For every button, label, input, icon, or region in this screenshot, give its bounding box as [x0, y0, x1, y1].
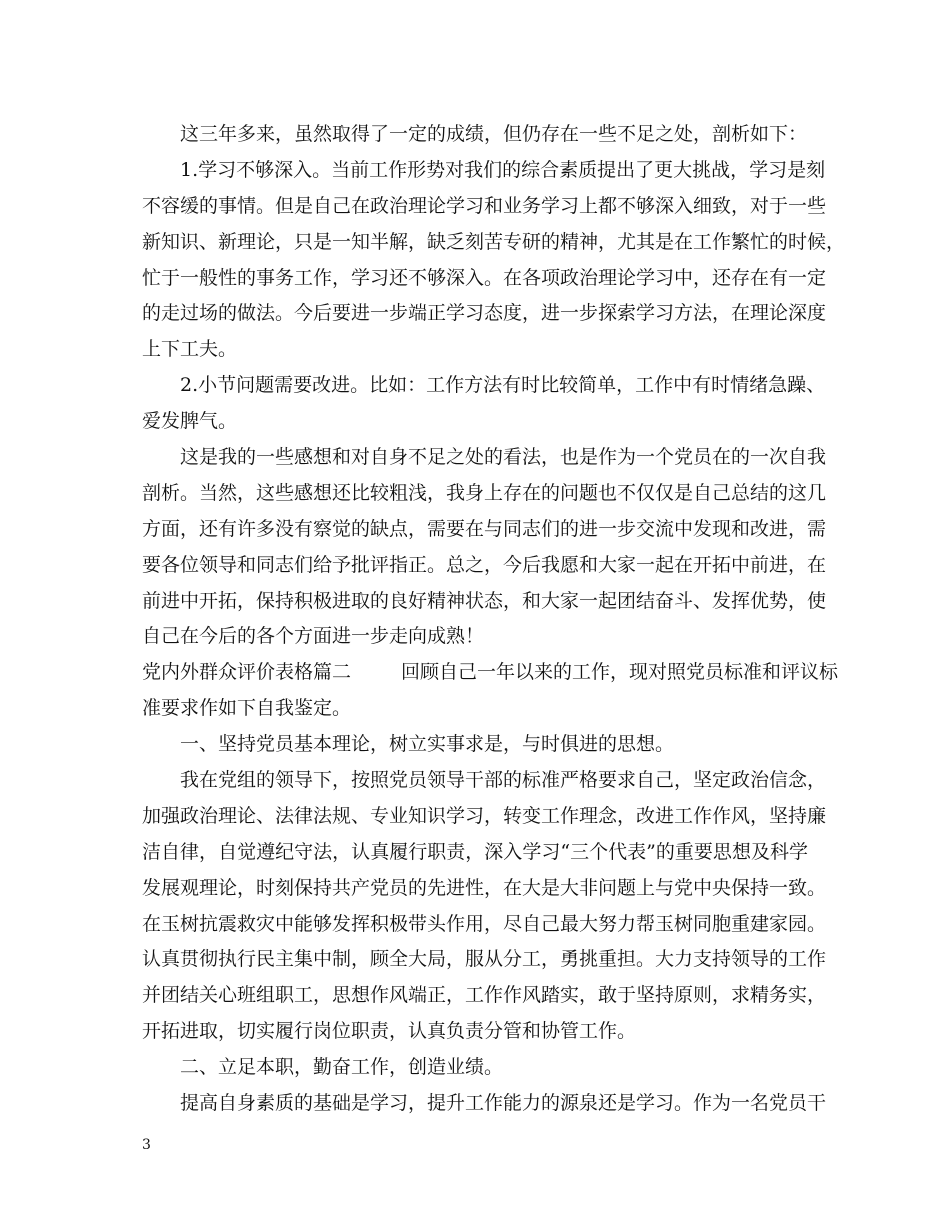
paragraph-line: 我在党组的领导下，按照党员领导干部的标准严格要求自己，坚定政治信念， [180, 769, 827, 792]
subheading-line: 一、坚持党员基本理论，树立实事求是，与时俱进的思想。 [180, 733, 675, 756]
paragraph-line: 2.小节问题需要改进。比如：工作方法有时比较简单，工作中有时情绪急躁、 [180, 374, 826, 397]
paragraph-line: 剖析。当然，这些感想还比较粗浅，我身上存在的问题也不仅仅是自己总结的这几 [142, 481, 827, 504]
document-body [142, 117, 846, 1122]
paragraph-line: 认真贯彻执行民主集中制，顾全大局，服从分工，勇挑重担。大力支持领导的工作 [142, 948, 827, 971]
paragraph-line: 不容缓的事情。但是自己在政治理论学习和业务学习上都不够深入细致，对于一些 [142, 194, 827, 217]
paragraph-line: 1.学习不够深入。当前工作形势对我们的综合素质提出了更大挑战，学习是刻 [180, 158, 826, 181]
page-number: 3 [142, 1137, 151, 1153]
paragraph-line: 这三年多来，虽然取得了一定的成绩，但仍存在一些不足之处，剖析如下： [180, 123, 808, 145]
paragraph-line: 开拓进取，切实履行岗位职责，认真负责分管和协管工作。 [142, 1020, 637, 1043]
paragraph-line: 前进中开拓，保持积极进取的良好精神状态，和大家一起团结奋斗、发挥优势，使 [142, 589, 827, 612]
paragraph-line: 提高自身素质的基础是学习，提升工作能力的源泉还是学习。作为一名党员干 [180, 1092, 827, 1115]
heading-continuation: 回顾自己一年以来的工作，现对照党员标准和评议标 [401, 661, 839, 684]
paragraph-line: 忙于一般性的事务工作，学习还不够深入。在各项政治理论学习中，还存在有一定 [142, 266, 827, 289]
paragraph-line: 准要求作如下自我鉴定。 [142, 697, 352, 720]
paragraph-line: 这是我的一些感想和对自身不足之处的看法，也是作为一个党员在的一次自我 [180, 446, 827, 469]
paragraph-line: 爱发脾气。 [142, 410, 238, 433]
subheading-line: 二、立足本职，勤奋工作，创造业绩。 [180, 1056, 504, 1079]
paragraph-line: 新知识、新理论，只是一知半解，缺乏刻苦专研的精神，尤其是在工作繁忙的时候， [142, 230, 846, 253]
paragraph-line: 洁自律，自觉遵纪守法，认真履行职责，深入学习“三个代表”的重要思想及科学 [142, 840, 808, 863]
section-heading: 党内外群众评价表格篇二 [142, 661, 352, 684]
paragraph-line: 上下工夫。 [142, 338, 238, 361]
paragraph-line: 并团结关心班组职工，思想作风端正，工作作风踏实，敢于坚持原则，求精务实， [142, 984, 827, 1007]
paragraph-line: 发展观理论，时刻保持共产党员的先进性，在大是大非问题上与党中央保持一致。 [142, 876, 827, 899]
section-heading-line [142, 655, 839, 691]
paragraph-line: 自己在今后的各个方面进一步走向成熟！ [142, 625, 485, 648]
paragraph-line: 在玉树抗震救灾中能够发挥积极带头作用，尽自己最大努力帮玉树同胞重建家园。 [142, 912, 827, 935]
paragraph-line: 方面，还有许多没有察觉的缺点，需要在与同志们的进一步交流中发现和改进，需 [142, 517, 827, 540]
paragraph-line: 要各位领导和同志们给予批评指正。总之，今后我愿和大家一起在开拓中前进，在 [142, 553, 827, 576]
paragraph-line: 的走过场的做法。今后要进一步端正学习态度，进一步探索学习方法，在理论深度 [142, 302, 827, 325]
paragraph-line: 加强政治理论、法律法规、专业知识学习，转变工作理念，改进工作作风，坚持廉 [142, 804, 827, 827]
